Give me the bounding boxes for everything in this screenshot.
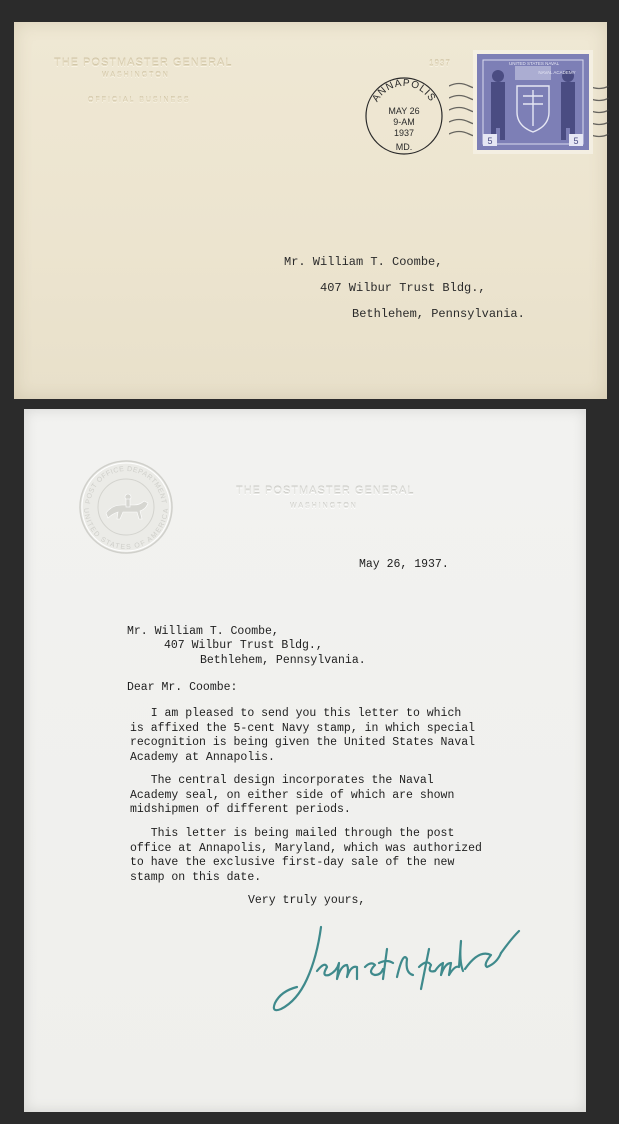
- stamp-caption-right: NAVAL ACADEMY: [538, 70, 576, 75]
- envelope-address-line3: Bethlehem, Pennsylvania.: [352, 307, 525, 321]
- annapolis-postmark: [362, 74, 446, 158]
- envelope-letterhead-city: WASHINGTON: [102, 72, 170, 79]
- postmark-city: ANNAPOLIS: [370, 77, 438, 105]
- stamp-caption-left: UNITED STATES NAVAL: [509, 61, 560, 66]
- letter-address-line2: 407 Wilbur Trust Bldg.,: [164, 639, 323, 652]
- envelope: [14, 22, 607, 399]
- stamp-denomination-right: 5: [573, 136, 579, 146]
- postmark-date: MAY 26: [388, 106, 420, 116]
- envelope-official-business: OFFICIAL BUSINESS: [88, 97, 191, 104]
- postmark-time: 9-AM: [393, 117, 415, 127]
- seal-text-bottom: UNITED STATES OF AMERICA: [81, 507, 171, 552]
- letter-salutation: Dear Mr. Coombe:: [127, 681, 238, 694]
- envelope-address-line1: Mr. William T. Coombe,: [284, 255, 443, 269]
- envelope-address-line2: 407 Wilbur Trust Bldg.,: [320, 281, 486, 295]
- letter-letterhead: THE POSTMASTER GENERAL: [236, 485, 415, 497]
- postmark-state: MD.: [395, 142, 413, 152]
- letter: [24, 409, 586, 1112]
- letter-date: May 26, 1937.: [359, 558, 449, 571]
- envelope-corner-year: 1937: [429, 59, 451, 68]
- letter-address-line3: Bethlehem, Pennsylvania.: [200, 654, 366, 667]
- embossed-seal: [76, 457, 176, 557]
- letter-address-line1: Mr. William T. Coombe,: [127, 625, 279, 638]
- letter-letterhead-city: WASHINGTON: [290, 503, 358, 510]
- postmark-year: 1937: [393, 128, 415, 138]
- handwritten-signature: [269, 919, 529, 1019]
- letter-paragraph-3: This letter is being mailed through the post office at Annapolis, Maryland, which was authorized to have the exclusive first-day sale of the new stamp on this date.: [130, 827, 482, 884]
- seal-text-top: POST OFFICE DEPARTMENT: [85, 465, 167, 505]
- letter-paragraph-2: The central design incorporates the Naval Academy seal, on either side of which are shown midshipmen of different periods.: [130, 774, 455, 816]
- envelope-letterhead: THE POSTMASTER GENERAL: [54, 57, 233, 69]
- svg-text:ANNAPOLIS: [370, 78, 437, 104]
- navy-stamp: [473, 50, 593, 154]
- stamp-denomination-left: 5: [487, 136, 493, 146]
- letter-closing: Very truly yours,: [248, 894, 366, 907]
- letter-paragraph-1: I am pleased to send you this letter to which is affixed the 5-cent Navy stamp, in which special recognition is being given the United States Naval Academy at Annapolis.: [130, 707, 476, 764]
